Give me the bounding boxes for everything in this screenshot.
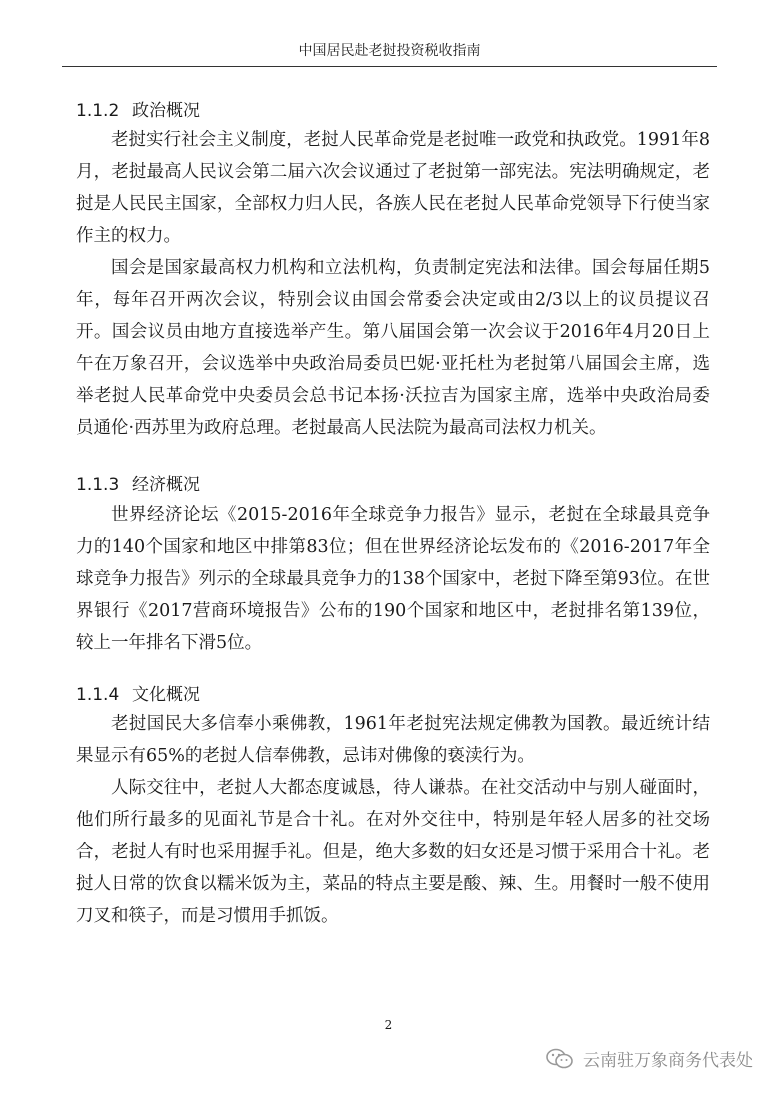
section-number: 1.1.3 <box>76 475 120 495</box>
running-header <box>62 40 717 67</box>
section-title: 政治概况 <box>132 101 200 121</box>
paragraph: 人际交往中，老挝人大都态度诚恳，待人谦恭。在社交活动中与别人碰面时，他们所行最多的见面礼节是合十礼。在对外交往中，特别是年轻人居多的社交场合，老挝人有时也采用握手礼。但是，绝大多数的妇女还是习惯于采用合十礼。老挝人日常的饮食以糯米饭为主，菜品的特点主要是酸、辣、生。用餐时一般不使用刀叉和筷子，而是习惯用手抓饭。 <box>76 778 710 926</box>
watermark <box>545 1046 753 1071</box>
paragraph: 世界经济论坛《2015-2016年全球竞争力报告》显示，老挝在全球最具竞争力的140个国家和地区中排第83位；但在世界经济论坛发布的《2016-2017年全球竞争力报告》列示的全球最具竞争力的138个国家中，老挝下降至第93位。在世界银行《2017营商环境报告》公布的190个国家和地区中，老挝排名第139位，较上一年排名下滑5位。 <box>76 505 710 653</box>
section-heading-culture <box>76 680 200 705</box>
paragraph: 老挝实行社会主义制度，老挝人民革命党是老挝唯一政党和执政党。1991年8月，老挝最高人民议会第二届六次会议通过了老挝第一部宪法。宪法明确规定，老挝是人民民主国家，全部权力归人民，各族人民在老挝人民革命党领导下行使当家作主的权力。 <box>76 130 710 246</box>
document-title: 中国居民赴老挝投资税收指南 <box>298 43 481 59</box>
section-heading-politics <box>76 96 200 121</box>
section-heading-economy <box>76 470 200 495</box>
section-number: 1.1.2 <box>76 101 120 121</box>
paragraph: 国会是国家最高权力机构和立法机构，负责制定宪法和法律。国会每届任期5年，每年召开两次会议，特别会议由国会常委会决定或由2/3以上的议员提议召开。国会议员由地方直接选举产生。第八届国会第一次会议于2016年4月20日上午在万象召开，会议选举中央政治局委员巴妮·亚托杜为老挝第八届国会主席，选举老挝人民革命党中央委员会总书记本扬·沃拉吉为国家主席，选举中央政治局委员通伦·西苏里为政府总理。老挝最高人民法院为最高司法权力机关。 <box>76 258 710 438</box>
section-title: 经济概况 <box>132 475 200 495</box>
section-number: 1.1.4 <box>76 685 120 705</box>
section-title: 文化概况 <box>132 685 200 705</box>
watermark-text: 云南驻万象商务代表处 <box>583 1051 753 1071</box>
wechat-icon <box>545 1047 575 1071</box>
page-number: 2 <box>384 1018 393 1032</box>
paragraph: 老挝国民大多信奉小乘佛教，1961年老挝宪法规定佛教为国教。最近统计结果显示有65%的老挝人信奉佛教，忌讳对佛像的亵渎行为。 <box>76 714 710 766</box>
